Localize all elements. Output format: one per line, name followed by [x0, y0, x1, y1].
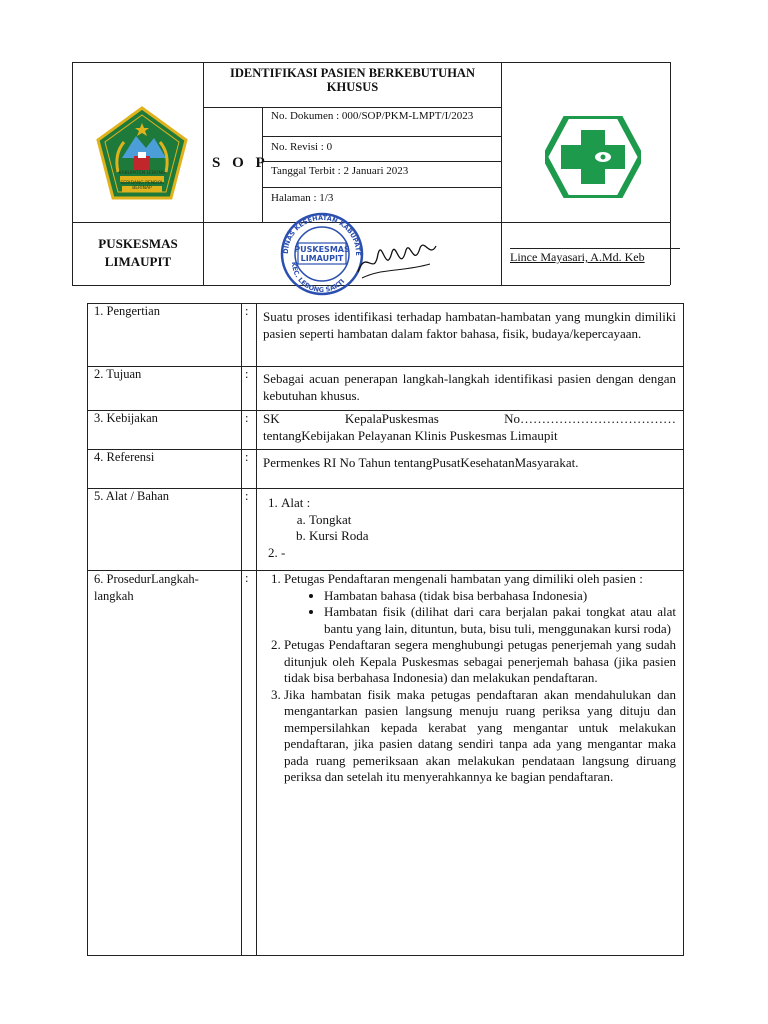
alat-list: [263, 495, 676, 561]
alat-item-2: 2. -: [281, 545, 676, 562]
title-line-2: KHUSUS: [326, 80, 379, 94]
referensi-label: 4. Referensi: [94, 450, 155, 464]
prosedur-label: [94, 571, 199, 605]
tanggal-terbit: Tanggal Terbit : 2 Januari 2023: [271, 165, 409, 177]
halaman: Halaman : 1/3: [271, 192, 334, 204]
no-dokumen: No. Dokumen : 000/SOP/PKM-LMPT/I/2023: [271, 110, 474, 122]
prosedur-label-line-2: langkah: [94, 589, 134, 603]
alat-item-1: [281, 495, 676, 545]
document-title: [204, 66, 501, 94]
prosedur-colon: :: [245, 571, 249, 585]
alat-colon: :: [245, 489, 249, 503]
stamp-center-line-1: PUSKESMAS: [294, 245, 350, 254]
referensi-colon: :: [245, 450, 249, 464]
stamp-bottom-text: KEC. LEBONG SAKTI: [289, 261, 347, 295]
kebijakan-line-2: tentangKebijakan Pelayanan Klinis Puskesmas Limaupit: [263, 427, 558, 443]
no-revisi: No. Revisi : 0: [271, 141, 333, 153]
prosedur-step-3: 3. Jika hambatan fisik maka petugas pendaftaran akan mendahulukan dan mengantarkan pasien langsung menuju ruang periksa yang dituju dan mempersilahkan kepada kerabat yang mengantar untuk melakukan pendaftaran, jika pasien datang sendiri tanpa ada yang mengantar maka pada ruang pemeriksaan akan melakukan pendataan langsung diruang periksa dan setelah itu menyerahkannya ke bagian pendaftaran.: [284, 687, 676, 786]
alat-item-1-text: Alat :: [281, 495, 311, 510]
prosedur-bullet-2: • Hambatan fisik (dilihat dari cara berjalan pakai tongkat atau alat bantu yang lain, dituntun, buta, bisu tuli, menggunakan kursi roda): [324, 604, 676, 637]
pengertian-colon: :: [245, 304, 249, 318]
title-line-1: IDENTIFIKASI PASIEN BERKEBUTUHAN: [230, 66, 475, 80]
pengertian-label: 1. Pengertian: [94, 304, 160, 318]
signatory-name: Lince Mayasari, A.Md. Keb: [510, 250, 645, 264]
kebijakan-colon: :: [245, 411, 249, 425]
sop-label: S O P: [212, 155, 269, 171]
signature-line: [510, 248, 680, 249]
tujuan-colon: :: [245, 367, 249, 381]
kebijakan-word-sk: SK: [263, 411, 280, 426]
left-logo-top-text: KABUPATEN LEBONG: [118, 171, 166, 176]
tujuan-label: 2. Tujuan: [94, 367, 142, 381]
puskesmas-cross-logo: [545, 116, 641, 198]
left-logo-bottom-text: SEBIDANG PENDOL BERINAP: [120, 181, 164, 191]
referensi-text: Permenkes RI No Tahun tentangPusatKesehatanMasyarakat.: [263, 455, 579, 470]
prosedur-label-line-1: 6. ProsedurLangkah-: [94, 572, 199, 586]
puskesmas-line-2: LIMAUPIT: [104, 254, 172, 269]
prosedur-bullet-1: • Hambatan bahasa (tidak bisa berbahasa Indonesia): [324, 588, 676, 605]
alat-label: 5. Alat / Bahan: [94, 489, 169, 503]
kebijakan-label: 3. Kebijakan: [94, 411, 158, 425]
prosedur-step-2: 2. Petugas Pendaftaran segera menghubungi petugas penerjemah yang sudah ditunjuk oleh Kepala Puskesmas sebagai penerjemah bahasa (jika pasien tidak bisa berbahasa Indonesia) dan melakukan pendaftaran.: [284, 637, 676, 687]
handwritten-signature: [352, 228, 442, 284]
stamp-center-line-2: LIMAUPIT: [300, 254, 344, 263]
pengertian-text: Suatu proses identifikasi terhadap hambatan-hambatan yang mungkin dimiliki pasien seperti hambatan dalam faktor bahasa, fisik, budaya/kepercayaan.: [263, 309, 676, 341]
prosedur-step-1: [284, 571, 676, 637]
prosedur-steps: [258, 571, 676, 786]
alat-sub-b: b. Kursi Roda: [309, 528, 676, 545]
kebijakan-word-kepala: KepalaPuskesmas: [344, 411, 439, 426]
puskesmas-name: [74, 235, 202, 271]
alat-sub-a: a. Tongkat: [309, 512, 676, 529]
stamp-outer-text: DINAS KESEHATAN KABUPATE: [281, 213, 363, 256]
kebijakan-word-no: No………………………………: [504, 411, 676, 426]
prosedur-step-1-text: Petugas Pendaftaran mengenali hambatan yang dimiliki oleh pasien :: [284, 571, 643, 586]
svg-text:KEC. LEBONG SAKTI: [290, 261, 346, 294]
puskesmas-line-1: PUSKESMAS: [98, 236, 178, 251]
tujuan-text: Sebagai acuan penerapan langkah-langkah identifikasi pasien dengan dengan kebutuhan khusus.: [263, 371, 676, 403]
kebijakan-text: [263, 411, 676, 444]
